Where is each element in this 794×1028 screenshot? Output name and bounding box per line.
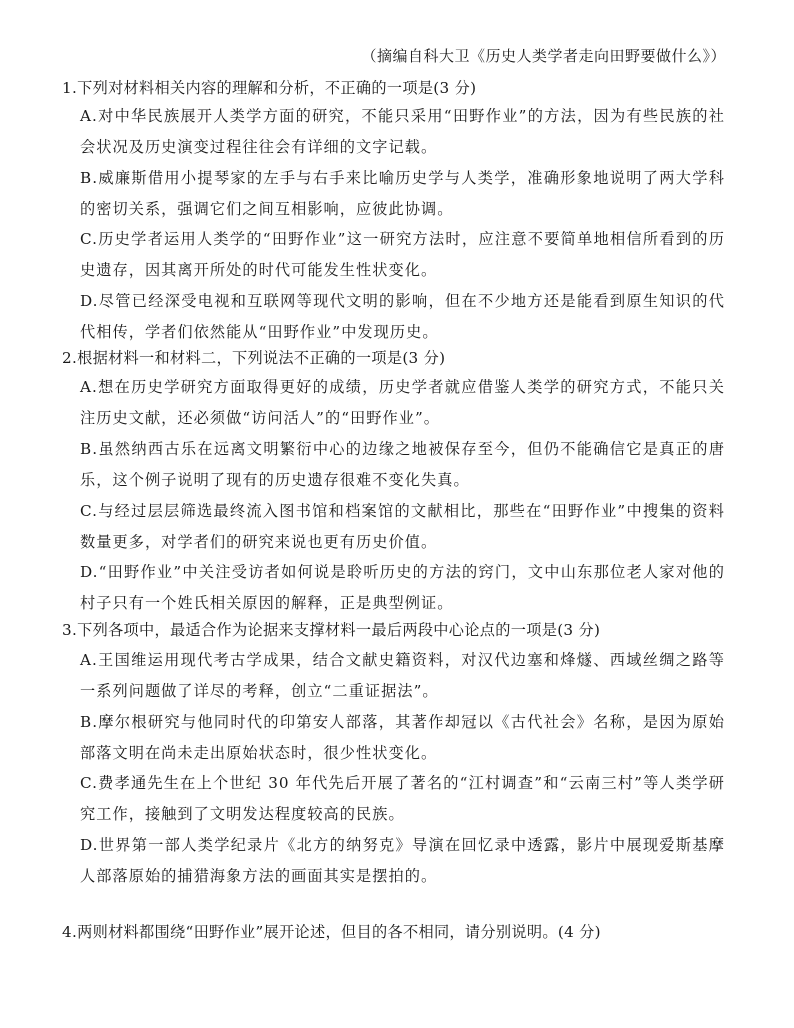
question-4-stem: 4.两则材料都围绕“田野作业”展开论述，但目的各不相同，请分别说明。(4 分) xyxy=(62,923,601,941)
question-2-option-b: B.虽然纳西古乐在远离文明繁衍中心的边缘之地被保存至今，但仍不能确信它是真正的唐乐，这个例子说明了现有的历史遗存很难不变化失真。 xyxy=(80,440,725,489)
question-1-option-a: A.对中华民族展开人类学方面的研究，不能只采用“田野作业”的方法，因为有些民族的社会状况及历史演变过程往往会有详细的文字记载。 xyxy=(80,107,725,156)
source-citation: （摘编自科大卫《历史人类学者走向田野要做什么》） xyxy=(361,47,726,65)
question-1-option-c: C.历史学者运用人类学的“田野作业”这一研究方法时，应注意不要简单地相信所看到的历史遗存，因其离开所处的时代可能发生性状变化。 xyxy=(80,230,725,279)
question-2-stem: 2.根据材料一和材料二，下列说法不正确的一项是(3 分) xyxy=(62,349,446,367)
question-3-stem: 3.下列各项中，最适合作为论据来支撑材料一最后两段中心论点的一项是(3 分) xyxy=(62,621,601,639)
question-3-option-c: C.费孝通先生在上个世纪 30 年代先后开展了著名的“江村调查”和“云南三村”等人类学研究工作，接触到了文明发达程度较高的民族。 xyxy=(80,774,725,823)
question-1-option-b: B.威廉斯借用小提琴家的左手与右手来比喻历史学与人类学，准确形象地说明了两大学科的密切关系，强调它们之间互相影响，应彼此协调。 xyxy=(80,169,725,218)
question-2-option-d: D.“田野作业”中关注受访者如何说是聆听历史的方法的窍门，文中山东那位老人家对他的村子只有一个姓氏相关原因的解释，正是典型例证。 xyxy=(80,563,725,612)
question-1-stem: 1.下列对材料相关内容的理解和分析，不正确的一项是(3 分) xyxy=(62,79,477,97)
question-3-option-b: B.摩尔根研究与他同时代的印第安人部落，其著作却冠以《古代社会》名称，是因为原始部落文明在尚未走出原始状态时，很少性状变化。 xyxy=(80,713,725,762)
question-2-option-a: A.想在历史学研究方面取得更好的成绩，历史学者就应借鉴人类学的研究方式，不能只关注历史文献，还必须做“访问活人”的“田野作业”。 xyxy=(80,378,725,427)
question-3-option-a: A.王国维运用现代考古学成果，结合文献史籍资料，对汉代边塞和烽燧、西域丝绸之路等一系列问题做了详尽的考释，创立“二重证据法”。 xyxy=(80,651,725,700)
question-1-option-d: D.尽管已经深受电视和互联网等现代文明的影响，但在不少地方还是能看到原生知识的代代相传，学者们依然能从“田野作业”中发现历史。 xyxy=(80,292,725,341)
question-3-option-d: D.世界第一部人类学纪录片《北方的纳努克》导演在回忆录中透露，影片中展现爱斯基摩人部落原始的捕猎海象方法的画面其实是摆拍的。 xyxy=(80,836,725,885)
question-2-option-c: C.与经过层层筛选最终流入图书馆和档案馆的文献相比，那些在“田野作业”中搜集的资料数量更多，对学者们的研究来说也更有历史价值。 xyxy=(80,502,725,551)
